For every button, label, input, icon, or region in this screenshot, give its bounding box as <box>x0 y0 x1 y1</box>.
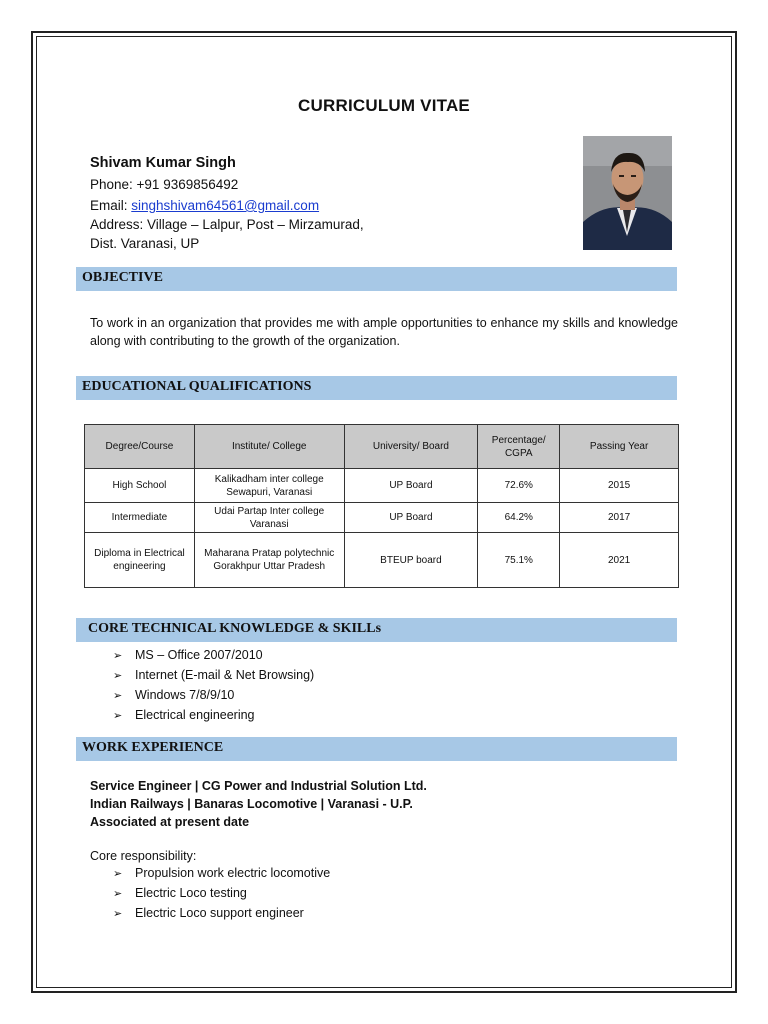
table-cell: 2015 <box>560 469 679 503</box>
job-tenure-line: Associated at present date <box>90 815 250 829</box>
list-item <box>113 685 314 705</box>
table-header-row <box>85 425 679 469</box>
table-cell: BTEUP board <box>344 533 478 588</box>
responsibility-text: Electric Loco testing <box>135 886 247 900</box>
arrowhead-bullet-icon: ➢ <box>113 888 123 900</box>
table-cell: Intermediate <box>85 503 195 533</box>
arrowhead-bullet-icon: ➢ <box>113 650 123 662</box>
objective-text: To work in an organization that provides me with ample opportunities to enhance my skills and knowledge along with contributing to the growth of the organization. <box>90 316 678 348</box>
skill-text: Internet (E-mail & Net Browsing) <box>135 668 315 682</box>
list-item <box>113 863 330 883</box>
section-skills-title: CORE TECHNICAL KNOWLEDGE & SKILLs <box>88 621 382 636</box>
address-line-2: Dist. Varanasi, UP <box>90 236 200 251</box>
table-row <box>85 469 679 503</box>
skill-text: Electrical engineering <box>135 708 255 722</box>
table-cell: 64.2% <box>478 503 560 533</box>
email-line <box>90 198 319 213</box>
header-year: Passing Year <box>560 425 679 469</box>
header-board: University/ Board <box>344 425 478 469</box>
table-cell: Kalikadham inter college Sewapuri, Varanasi <box>194 469 344 503</box>
table-cell: 2017 <box>560 503 679 533</box>
table-cell: UP Board <box>344 469 478 503</box>
header-degree: Degree/Course <box>85 425 195 469</box>
education-table <box>84 424 679 588</box>
email-label: Email: <box>90 198 132 213</box>
address-line-1: Address: Village – Lalpur, Post – Mirzamurad, <box>90 217 364 232</box>
table-cell: Diploma in Electrical engineering <box>85 533 195 588</box>
responsibility-text: Electric Loco support engineer <box>135 906 304 920</box>
arrowhead-bullet-icon: ➢ <box>113 868 123 880</box>
section-work <box>76 737 677 761</box>
arrowhead-bullet-icon: ➢ <box>113 710 123 722</box>
section-education <box>76 376 677 400</box>
skills-list <box>113 645 314 725</box>
section-skills <box>76 618 677 642</box>
table-cell: 2021 <box>560 533 679 588</box>
arrowhead-bullet-icon: ➢ <box>113 908 123 920</box>
skill-text: MS – Office 2007/2010 <box>135 648 263 662</box>
header-institute: Institute/ College <box>194 425 344 469</box>
table-cell: 75.1% <box>478 533 560 588</box>
job-location-line: Indian Railways | Banaras Locomotive | Varanasi - U.P. <box>90 797 413 811</box>
table-row <box>85 503 679 533</box>
candidate-name: Shivam Kumar Singh <box>90 155 236 171</box>
table-cell: 72.6% <box>478 469 560 503</box>
list-item <box>113 665 314 685</box>
section-objective-title: OBJECTIVE <box>82 270 163 285</box>
document-title: CURRICULUM VITAE <box>298 96 470 115</box>
table-row <box>85 533 679 588</box>
profile-photo <box>583 136 672 250</box>
table-cell: UP Board <box>344 503 478 533</box>
section-education-title: EDUCATIONAL QUALIFICATIONS <box>82 379 312 394</box>
skill-text: Windows 7/8/9/10 <box>135 688 235 702</box>
responsibility-text: Propulsion work electric locomotive <box>135 866 331 880</box>
table-cell: Maharana Pratap polytechnic Gorakhpur Uttar Pradesh <box>194 533 344 588</box>
table-cell: High School <box>85 469 195 503</box>
section-work-title: WORK EXPERIENCE <box>82 740 224 755</box>
arrowhead-bullet-icon: ➢ <box>113 690 123 702</box>
responsibility-list <box>113 863 330 923</box>
arrowhead-bullet-icon: ➢ <box>113 670 123 682</box>
table-cell: Udai Partap Inter college Varanasi <box>194 503 344 533</box>
list-item <box>113 883 330 903</box>
phone-line: Phone: +91 9369856492 <box>90 177 239 192</box>
list-item <box>113 903 330 923</box>
email-link[interactable]: singhshivam64561@gmail.com <box>131 198 320 213</box>
list-item <box>113 645 314 665</box>
list-item <box>113 705 314 725</box>
section-objective <box>76 267 677 291</box>
header-percentage: Percentage/ CGPA <box>478 425 560 469</box>
job-title-line: Service Engineer | CG Power and Industrial Solution Ltd. <box>90 779 427 793</box>
responsibility-label: Core responsibility: <box>90 849 197 863</box>
